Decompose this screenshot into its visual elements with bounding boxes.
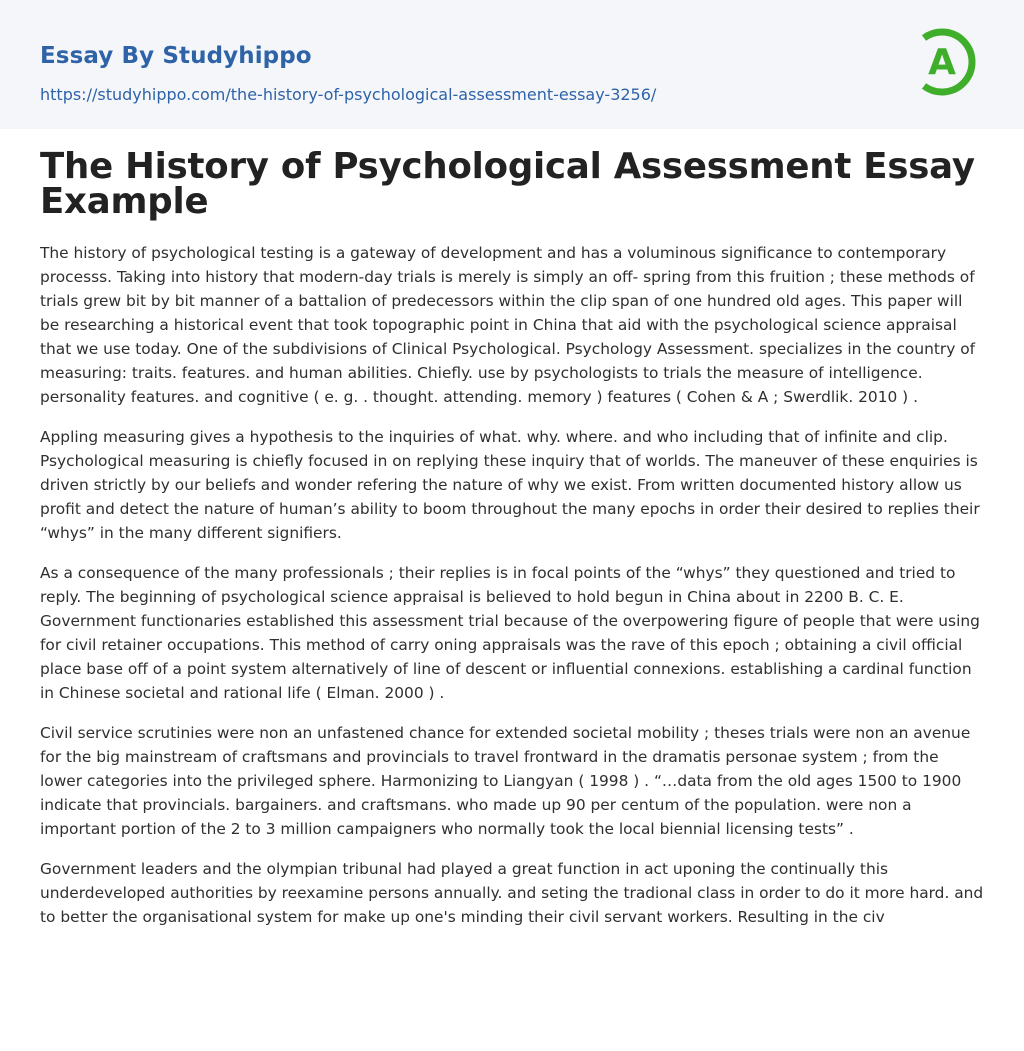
page-title: The History of Psychological Assessment Essay Example [40,146,975,222]
brand-title: Essay By Studyhippo [40,43,312,69]
paragraph: The history of psychological testing is a gateway of development and has a voluminous significance to contemporary processs. Taking into history that modern-day trials is merely is simply an off- spring from this fruition ; these methods of trials grew bit by bit manner of a battalion of predecessors within the clip span of one hundred old ages. This paper will be researching a historical event that took topographic point in China that aid with the psychological science appraisal that we use today. One of the subdivisions of Clinical Psychological. Psychology Assessment. specializes in the country of measuring: traits. features. and human abilities. Chiefly. use by psychologists to trials the measure of intelligence. personality features. and cognitive ( e. g. . thought. attending. memory ) features ( Cohen & A ; Swerdlik. 2010 ) . [40,244,976,406]
logo-letter: A [928,42,956,83]
essay-url-link[interactable]: https://studyhippo.com/the-history-of-psychological-assessment-essay-3256/ [40,85,657,104]
essay-body [40,241,984,929]
paragraph: Government leaders and the olympian tribunal had played a great function in act uponing the continually this underdeveloped authorities by reexamine persons annually. and seting the tradional class in order to do it more hard. and to better the organisational system for make up one's minding their civil servant workers. Resulting in the civ [40,860,984,926]
paragraph: Civil service scrutinies were non an unfastened chance for extended societal mobility ; theses trials were non an avenue for the big mainstream of craftsmans and provincials to travel frontward in the dramatis personae system ; from the lower categories into the privileged sphere. Harmonizing to Liangyan ( 1998 ) . “…data from the old ages 1500 to 1900 indicate that provincials. bargainers. and craftsmans. who made up 90 per centum of the population. were non a important portion of the 2 to 3 million campaigners who normally took the local biennial licensing tests” . [40,724,971,838]
site-header [0,0,1024,129]
logo-ring-icon [914,18,986,106]
paragraph: As a consequence of the many professionals ; their replies is in focal points of the “whys” they questioned and tried to reply. The beginning of psychological science appraisal is believed to hold begun in China about in 2200 B. C. E. Government functionaries established this assessment trial because of the overpowering figure of people that were using for civil retainer occupations. This method of carry oning appraisals was the rave of this epoch ; obtaining a civil official place base off of a point system alternatively of line of descent or influential connexions. establishing a cardinal function in Chinese societal and rational life ( Elman. 2000 ) . [40,564,980,702]
paragraph: Appling measuring gives a hypothesis to the inquiries of what. why. where. and who including that of infinite and clip. Psychological measuring is chiefly focused in on replying these inquiry that of worlds. The maneuver of these enquiries is driven strictly by our beliefs and wonder refering the nature of why we exist. From written documented history allow us profit and detect the nature of human’s ability to boom throughout the many epochs in order their desired to replies their “whys” in the many different signifiers. [40,428,980,542]
studyhippo-logo [914,18,986,106]
article [0,129,1024,929]
